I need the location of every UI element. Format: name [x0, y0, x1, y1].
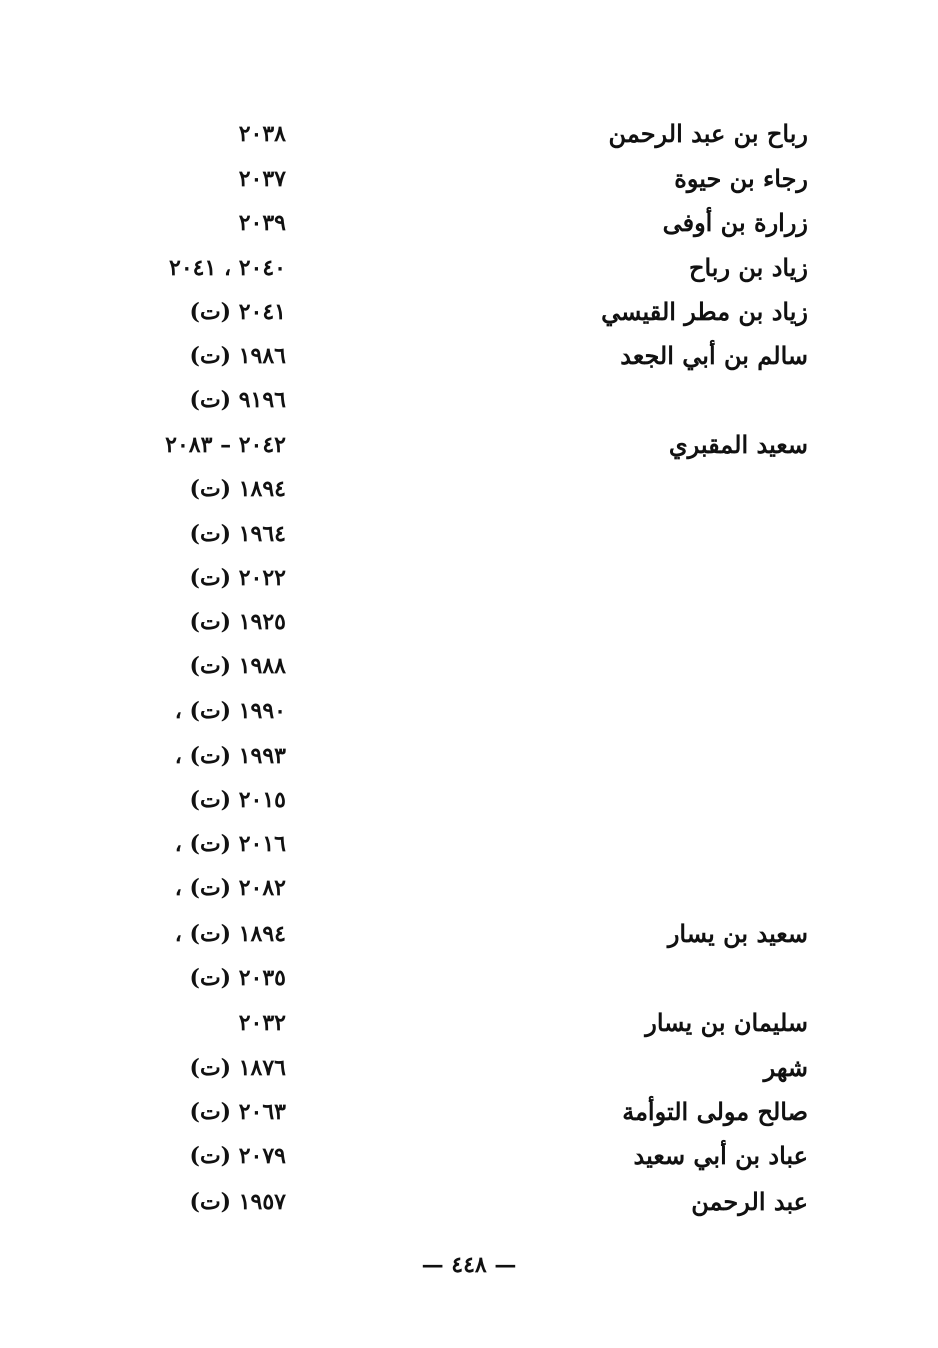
index-row — [0, 246, 938, 290]
index-row — [0, 1180, 938, 1224]
narrator-name: سليمان بن يسار — [645, 1008, 808, 1037]
index-row — [0, 689, 938, 733]
hadith-references: ٢٠٤١ (ت) — [189, 299, 286, 325]
index-row — [0, 112, 938, 156]
index-row — [0, 378, 938, 422]
index-row — [0, 290, 938, 334]
narrator-name: صالح مولى التوأمة — [622, 1097, 808, 1126]
hadith-references: ٢٠٨٢ (ت) ، — [174, 875, 286, 901]
index-row — [0, 956, 938, 1000]
hadith-references: ١٨٧٦ (ت) — [189, 1055, 286, 1081]
narrator-name: رجاء بن حيوة — [674, 164, 808, 193]
hadith-references: ١٩٦٤ (ت) — [189, 521, 286, 547]
narrator-name: زرارة بن أوفى — [662, 208, 808, 237]
narrator-name: سعيد بن يسار — [667, 919, 808, 948]
index-row — [0, 778, 938, 822]
narrator-name: رباح بن عبد الرحمن — [608, 119, 808, 148]
index-row — [0, 467, 938, 511]
hadith-references: ٢٠٣٢ — [238, 1010, 286, 1036]
hadith-references: ١٩٩٠ (ت) ، — [174, 698, 286, 724]
hadith-references: ١٨٩٤ (ت) — [189, 476, 286, 502]
hadith-references: ٢٠٤٠ ، ٢٠٤١ — [169, 255, 286, 281]
hadith-references: ٢٠١٥ (ت) — [189, 787, 286, 813]
hadith-references: ١٩٥٧ (ت) — [189, 1189, 286, 1215]
hadith-references: ٢٠٢٢ (ت) — [189, 565, 286, 591]
hadith-references: ٢٠١٦ (ت) ، — [174, 831, 286, 857]
index-row — [0, 734, 938, 778]
index-row — [0, 912, 938, 956]
hadith-references: ٢٠٦٣ (ت) — [189, 1099, 286, 1125]
index-row — [0, 334, 938, 378]
index-row — [0, 423, 938, 467]
index-row — [0, 822, 938, 866]
index-row — [0, 157, 938, 201]
index-row — [0, 1090, 938, 1134]
index-row — [0, 600, 938, 644]
narrator-name: زياد بن مطر القيسي — [601, 297, 808, 326]
narrator-name: سعيد المقبري — [668, 430, 808, 459]
index-row — [0, 556, 938, 600]
hadith-references: ١٩٢٥ (ت) — [189, 609, 286, 635]
hadith-references: ٢٠٤٢ – ٢٠٨٣ — [165, 432, 286, 458]
hadith-references: ٢٠٧٩ (ت) — [189, 1143, 286, 1169]
narrator-name: شهر — [763, 1053, 808, 1082]
narrator-name: عبد الرحمن — [691, 1187, 808, 1216]
index-row — [0, 866, 938, 910]
narrator-name: زياد بن رباح — [688, 253, 808, 282]
hadith-references: ٩١٩٦ (ت) — [189, 387, 286, 413]
index-row — [0, 644, 938, 688]
index-row — [0, 1134, 938, 1178]
hadith-references: ٢٠٣٧ — [238, 166, 286, 192]
hadith-references: ١٩٩٣ (ت) ، — [174, 743, 286, 769]
index-row — [0, 1001, 938, 1045]
narrator-name: عباد بن أبي سعيد — [633, 1141, 808, 1170]
index-row — [0, 201, 938, 245]
page-number: — ٤٤٨ — — [421, 1252, 517, 1278]
hadith-references: ١٨٩٤ (ت) ، — [174, 921, 286, 947]
hadith-references: ١٩٨٨ (ت) — [189, 653, 286, 679]
narrator-name: سالم بن أبي الجعد — [620, 341, 808, 370]
index-row — [0, 512, 938, 556]
hadith-references: ٢٠٣٥ (ت) — [189, 965, 286, 991]
hadith-references: ٢٠٣٨ — [238, 121, 286, 147]
hadith-references: ٢٠٣٩ — [238, 210, 286, 236]
index-row — [0, 1046, 938, 1090]
hadith-references: ١٩٨٦ (ت) — [189, 343, 286, 369]
